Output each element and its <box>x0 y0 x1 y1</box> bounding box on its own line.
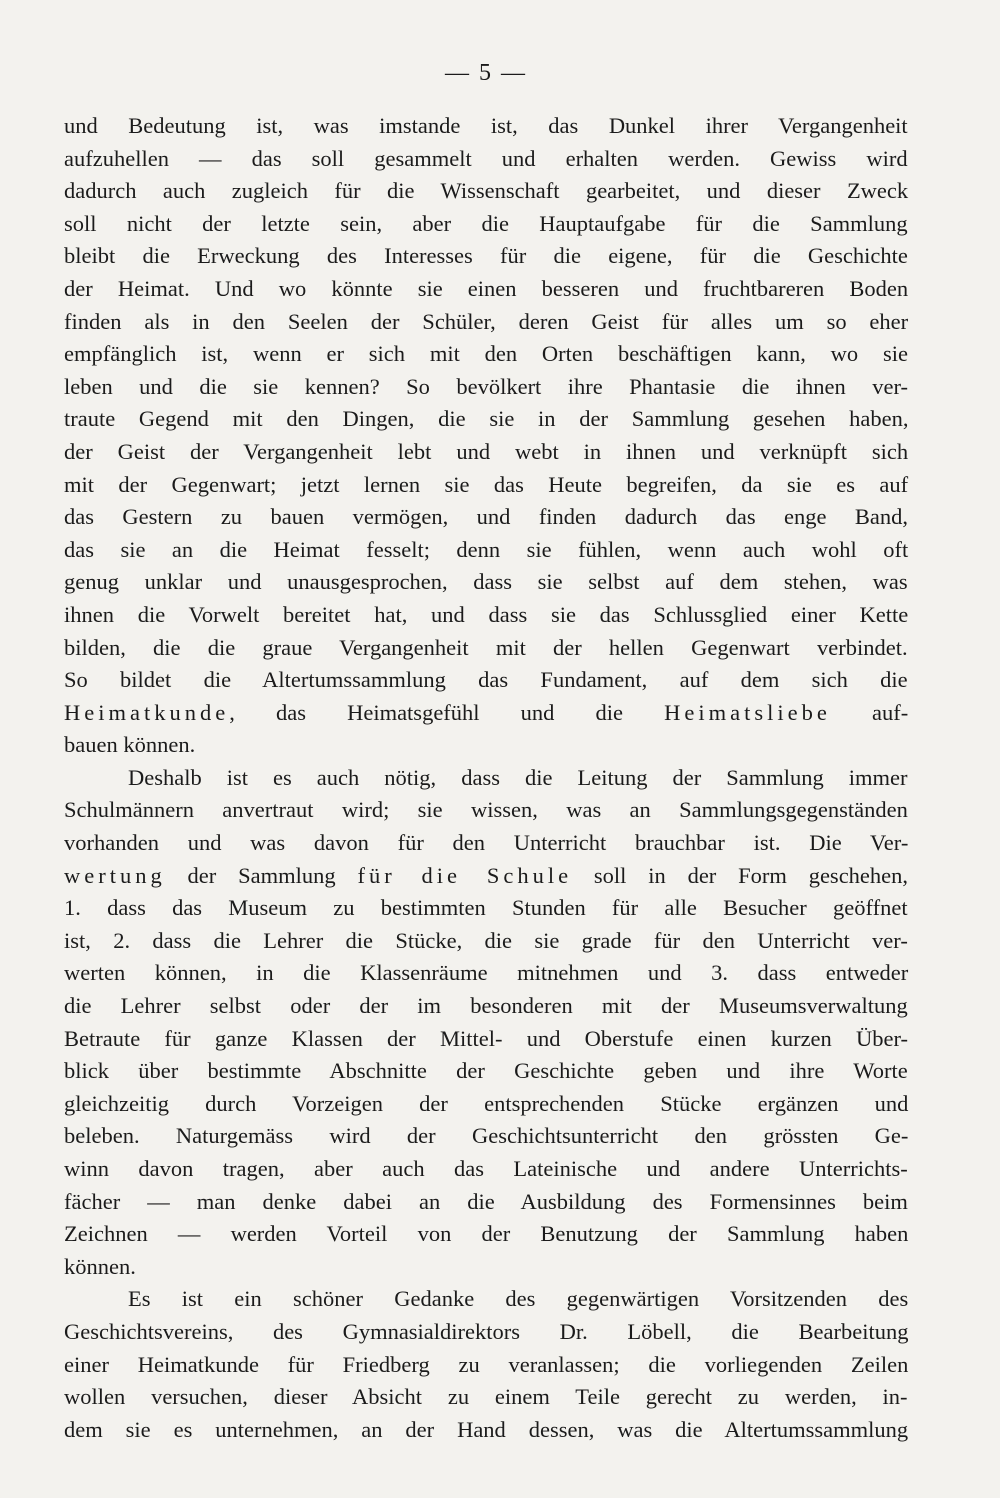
emphasis-fuer-die-schule: für die Schule <box>357 862 573 888</box>
text-fragment: soll in der Form geschehen, <box>572 862 909 888</box>
text-line: die Lehrer selbst oder der im besonderen mit der Museumsverwaltung <box>64 993 908 1019</box>
text-line: der Geist der Vergangenheit lebt und webt in ihnen und verknüpft sich <box>64 438 909 464</box>
text-line: Deshalb ist es auch nötig, dass die Leitung der Sammlung immer <box>128 764 908 790</box>
text-line: Schulmännern anvertraut wird; sie wissen, was an Sammlungsgegenständen <box>64 797 908 823</box>
text-line: dem sie es unternehmen, an der Hand dessen, was die Altertumssammlung <box>64 1416 909 1442</box>
text-line: ihnen die Vorwelt bereitet hat, und dass sie das Schlussglied einer Kette <box>64 601 909 627</box>
text-line: soll nicht der letzte sein, aber die Hauptaufgabe für die Sammlung <box>64 210 908 236</box>
paragraph-2 <box>64 762 908 1284</box>
text-line: dadurch auch zugleich für die Wissenschaft gearbeitet, und dieser Zweck <box>64 178 909 204</box>
paragraph-3 <box>64 1283 908 1446</box>
text-line: bleibt die Erweckung des Interesses für die eigene, für die Geschichte <box>64 243 908 269</box>
text-line: einer Heimatkunde für Friedberg zu veranlassen; die vorliegenden Zeilen <box>64 1351 909 1377</box>
text-line: finden als in den Seelen der Schüler, deren Geist für alles um so eher <box>64 308 909 334</box>
text-line: mit der Gegenwart; jetzt lernen sie das Heute begreifen, da sie es auf <box>64 471 909 497</box>
text-line: gleichzeitig durch Vorzeigen der entsprechenden Stücke ergänzen und <box>64 1090 909 1116</box>
text-line: fächer — man denke dabei an die Ausbildung des Formensinnes beim <box>64 1188 908 1214</box>
text-line: wollen versuchen, dieser Absicht zu einem Teile gerecht zu werden, in- <box>64 1384 908 1410</box>
text-line: blick über bestimmte Abschnitte der Geschichte geben und ihre Worte <box>64 1058 908 1084</box>
text-line: So bildet die Altertumssammlung das Fundament, auf dem sich die <box>64 667 908 693</box>
text-line: empfänglich ist, wenn er sich mit den Orten beschäftigen kann, wo sie <box>64 341 908 367</box>
paragraph-1 <box>64 110 908 762</box>
text-line: und Bedeutung ist, was imstande ist, das Dunkel ihrer Vergangenheit <box>64 113 908 138</box>
text-fragment: , das Heimatsgefühl und die <box>229 699 665 725</box>
page-number: — 5 — <box>445 60 527 86</box>
emphasis-heimatkunde: Heimatkunde <box>64 699 230 725</box>
text-line: bauen können. <box>64 732 196 758</box>
text-line: Es ist ein schöner Gedanke des gegenwärtigen Vorsitzenden des <box>128 1286 909 1312</box>
text-line: das sie an die Heimat fesselt; denn sie fühlen, wenn auch wohl oft <box>64 536 909 562</box>
text-line-spaced-emphasis <box>64 697 908 730</box>
text-line: genug unklar und unausgesprochen, dass sie selbst auf dem stehen, was <box>64 569 908 595</box>
text-line: das Gestern zu bauen vermögen, und finden dadurch das enge Band, <box>64 504 909 530</box>
text-line: bilden, die die graue Vergangenheit mit der hellen Gegenwart verbindet. <box>64 634 908 660</box>
text-line: vorhanden und was davon für den Unterricht brauchbar ist. Die Ver- <box>64 830 909 856</box>
text-line-spaced-emphasis <box>64 860 908 893</box>
text-line: Geschichtsvereins, des Gymnasialdirektors Dr. Löbell, die Bearbeitung <box>64 1318 909 1344</box>
text-line: werten können, in die Klassenräume mitnehmen und 3. dass entweder <box>64 960 909 986</box>
text-line: der Heimat. Und wo könnte sie einen besseren und fruchtbareren Boden <box>64 275 909 301</box>
text-line: winn davon tragen, aber auch das Lateinische und andere Unterrichts- <box>64 1156 908 1181</box>
text-line: Zeichnen — werden Vorteil von der Benutzung der Sammlung haben <box>64 1221 909 1247</box>
text-fragment: auf- <box>830 699 909 725</box>
text-line: Betraute für ganze Klassen der Mittel- und Oberstufe einen kurzen Über- <box>64 1025 909 1051</box>
emphasis-heimatsliebe: Heimatsliebe <box>664 699 831 725</box>
text-line: können. <box>64 1253 136 1279</box>
text-line: traute Gegend mit den Dingen, die sie in der Sammlung gesehen haben, <box>64 406 909 432</box>
text-line: leben und die sie kennen? So bevölkert ihre Phantasie die ihnen ver- <box>64 373 908 399</box>
emphasis-wertung: wertung <box>64 862 166 888</box>
text-fragment: der Sammlung <box>165 862 358 888</box>
text-line: 1. dass das Museum zu bestimmten Stunden für alle Besucher geöffnet <box>64 895 908 921</box>
text-line: beleben. Naturgemäss wird der Geschichtsunterricht den grössten Ge- <box>64 1123 909 1149</box>
text-line: aufzuhellen — das soll gesammelt und erhalten werden. Gewiss wird <box>64 145 908 171</box>
text-line: ist, 2. dass die Lehrer die Stücke, die sie grade für den Unterricht ver- <box>64 927 908 953</box>
